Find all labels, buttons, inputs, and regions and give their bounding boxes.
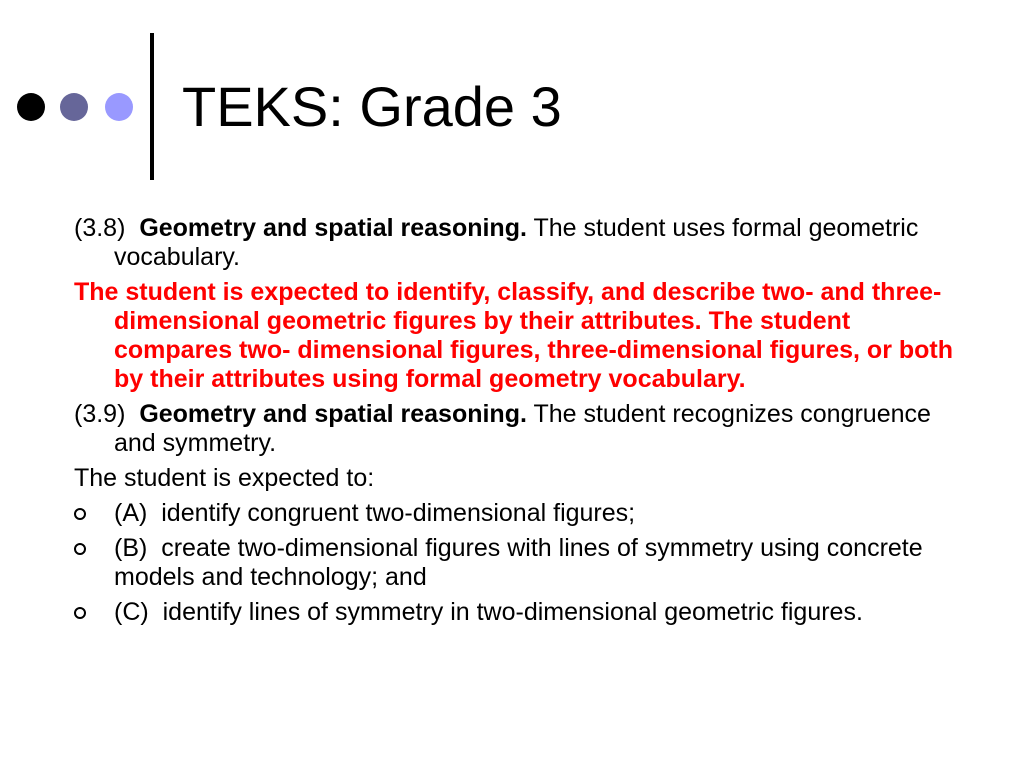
list-item <box>74 499 974 528</box>
decorative-dot-medium <box>60 93 88 121</box>
bullet-label: (A) <box>114 499 148 527</box>
expectation-bullet-list <box>74 499 974 627</box>
bullet-text: create two-dimensional figures with lines of symmetry using concrete models and technology; and <box>114 534 923 591</box>
expectation-intro: The student is expected to: <box>74 464 375 492</box>
standard-3-8 <box>74 214 974 272</box>
standard-description: The student recognizes congruence and symmetry. <box>114 400 931 457</box>
bullet-text: identify lines of symmetry in two-dimensional geometric figures. <box>162 598 863 626</box>
list-item <box>74 598 974 627</box>
slide-title: TEKS: Grade 3 <box>182 75 562 138</box>
expectation-3-8: The student is expected to identify, classify, and describe two- and three-dimensional geometric figures by their attributes. The student compares two- dimensional figures, three-dimensional figures, or both by their attributes using formal geometry vocabulary. <box>74 278 954 393</box>
bullet-text: identify congruent two-dimensional figures; <box>161 499 636 527</box>
standard-description: The student uses formal geometric vocabulary. <box>114 214 919 271</box>
slide-body <box>74 214 974 633</box>
bullet-label: (C) <box>114 598 149 626</box>
standard-code: (3.9) <box>74 400 126 428</box>
standard-strand: Geometry and spatial reasoning. <box>139 400 527 428</box>
standard-strand: Geometry and spatial reasoning. <box>139 214 527 242</box>
decorative-dot-dark <box>17 93 45 121</box>
bullet-label: (B) <box>114 534 148 562</box>
standard-3-9 <box>74 400 974 458</box>
list-item <box>74 534 974 592</box>
standard-code: (3.8) <box>74 214 126 242</box>
hollow-circle-bullet-icon <box>74 543 86 555</box>
hollow-circle-bullet-icon <box>74 607 86 619</box>
hollow-circle-bullet-icon <box>74 508 86 520</box>
decorative-dot-light <box>105 93 133 121</box>
title-divider-line <box>150 33 154 180</box>
